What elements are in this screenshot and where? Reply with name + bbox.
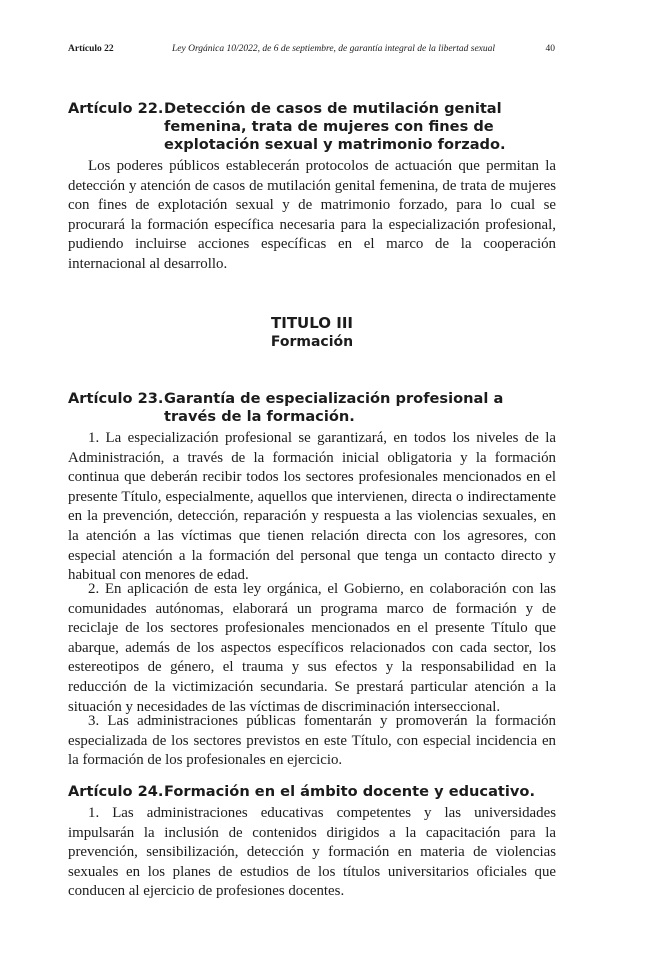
article-22-heading — [68, 100, 558, 154]
article-23-paragraph-1: 1. La especialización profesional se garantizará, en todos los niveles de la Administración, a través de la formación inicial obligatoria y la formación continua que deberán recibir todos los sectores profesionales mencionados en el presente Título, especialmente, aquellos que intervienen, directa o indirectamente en la prevención, detección, reparación y respuesta a las violencias sexuales, en la atención a las víctimas que tienen relación directa con los agresores, con especial atención a la formación del personal que tenga un contacto directo y habitual con menores de edad. — [68, 430, 556, 584]
titulo-name: Formación — [270, 334, 354, 350]
article-22-number: Artículo 22. — [68, 100, 164, 117]
article-22-body: Los poderes públicos establecerán protocolos de actuación que permitan la detección y atención de casos de mutilación genital femenina, de trata de mujeres con fines de explotación sexual y de matrimonio forzado, para lo cual se procurará la formación específica necesaria para la especialización profesional, pudiendo incluirse acciones específicas en el marco de la cooperación internacional al desarrollo. — [68, 158, 556, 272]
article-24-number: Artículo 24. — [68, 783, 164, 800]
running-header — [68, 44, 555, 60]
page-number: 40 — [545, 44, 555, 54]
article-23-number: Artículo 23. — [68, 390, 164, 407]
article-24-paragraph-1: 1. Las administraciones educativas competentes y las universidades impulsarán la inclusión de contenidos dirigidos a la capacitación para la prevención, sensibilización, detección y formación en materia de violencias sexuales en los planes de estudios de los títulos universitarios oficiales que conducen al ejercicio de profesiones docentes. — [68, 805, 556, 900]
article-23-title: Garantía de especialización profesional a través de la formación. — [164, 390, 504, 425]
article-23-paragraph-3: 3. Las administraciones públicas fomentarán y promoverán la formación especializada de los sectores previstos en este Título, con especial incidencia en la formación de los profesionales en ejercicio. — [68, 713, 556, 769]
article-23-paragraph-2: 2. En aplicación de esta ley orgánica, el Gobierno, en colaboración con las comunidades autónomas, elaborará un programa marco de formación y de reciclaje de los sectores profesionales mencionados en el presente Título que abarque, además de los aspectos específicos relacionados con cada sector, los estereotipos de género, el trauma y sus efectos y la responsabilidad en la reducción de la victimización secundaria. Se prestará particular atención a la situación y necesidades de las víctimas de discriminación interseccional. — [68, 581, 556, 715]
article-22-title: Detección de casos de mutilación genital femenina, trata de mujeres con fines de explotación sexual y matrimonio forzado. — [164, 100, 506, 153]
article-23-heading — [68, 390, 558, 426]
title-section-heading — [68, 313, 556, 352]
article-24-title: Formación en el ámbito docente y educativo. — [164, 783, 535, 800]
titulo-number: TITULO III — [271, 314, 353, 332]
header-article-ref: Artículo 22 — [68, 44, 114, 54]
header-law-title: Ley Orgánica 10/2022, de 6 de septiembre, de garantía integral de la libertad sexual — [172, 44, 496, 54]
article-24-heading — [68, 783, 558, 801]
